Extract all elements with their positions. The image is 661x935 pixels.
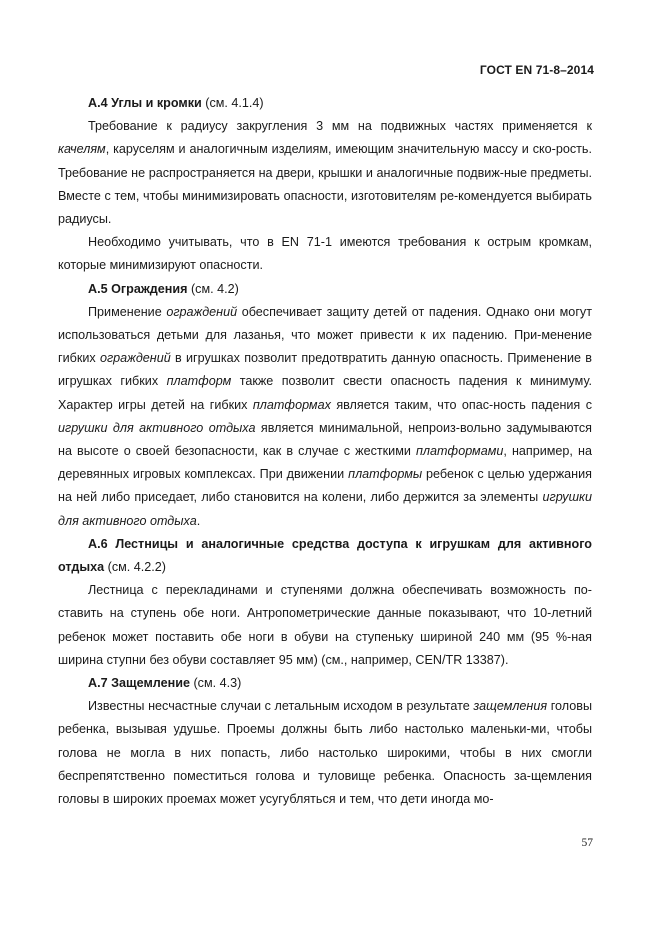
section-heading-text: А.7 Защемление xyxy=(88,676,190,691)
text-run: также позволит свести опасность падения к минимуму. Характер игры детей на гибких xyxy=(58,374,592,412)
text-run: обеспечивает защиту детей от падения. Однако они могут использоваться детьми для лазанья, что может привести к их падению. При-менение гибких xyxy=(58,304,592,366)
page-number: 57 xyxy=(581,837,593,849)
italic-term: платформах xyxy=(252,397,331,412)
text-run: является минимальной, непроиз-вольно задумываются на высоте о своей безопасности, как в случае с жесткими xyxy=(58,420,592,459)
document-body xyxy=(58,92,592,811)
italic-term: ограждений xyxy=(166,304,238,319)
section-a7-heading xyxy=(58,672,592,695)
section-heading-text: А.5 Ограждения xyxy=(88,281,188,296)
section-heading-text: А.6 Лестницы и аналогичные средства доступа к игрушкам для активного отдыха xyxy=(58,536,592,575)
italic-term: платформами xyxy=(416,444,504,459)
italic-term: ограждений xyxy=(99,351,171,366)
document-standard-code: ГОСТ EN 71-8–2014 xyxy=(479,63,594,77)
section-reference: (см. 4.3) xyxy=(189,676,242,691)
text-run: является таким, что опас-ность падения с xyxy=(330,397,592,412)
section-a4-paragraph-1 xyxy=(58,115,592,231)
section-a5-paragraph-1 xyxy=(58,301,592,533)
italic-term: платформы xyxy=(348,467,423,482)
section-reference: (см. 4.2) xyxy=(187,281,239,296)
text-run: головы ребенка, вызывая удушье. Проемы должны быть либо настолько маленьки-ми, чтобы голова не могла в них попасть, либо настолько широкими, чтобы в них смогли беспрепятственно поместиться голова и туловище ребенка. Опасность за-щемления головы в широких проемах может усугубляться и тем, что дети иногда мо- xyxy=(58,699,592,807)
text-run: в игрушках позволит предотвратить данную опасность. Применение в игрушках гибких xyxy=(58,351,592,389)
section-a4-paragraph-2: Необходимо учитывать, что в EN 71-1 имеются требования к острым кромкам, которые минимизируют опасности. xyxy=(58,235,592,273)
section-a6-paragraph-1: Лестница с перекладинами и ступенями должна обеспечивать возможность по-ставить на ступень обе ноги. Антропометрические данные показывают, что 10-летний ребенок может поставить обе ноги в обуви на ступеньку шириной 240 мм (95 %-ная ширина ступни без обуви составляет 95 мм) (см., например, CEN/TR 13387). xyxy=(58,583,592,667)
section-heading-text: А.4 Углы и кромки xyxy=(88,96,202,110)
text-run: ребенок с целью удержания на ней либо приседает, либо становится на колени, либо держится за элементы xyxy=(58,467,592,505)
text-run: Требование к радиусу закругления 3 мм на подвижных частях применяется к xyxy=(88,119,592,134)
italic-term: качелям xyxy=(58,142,106,157)
text-run: , каруселям и аналогичным изделиям, имеющим значительную массу и ско-рость. Требование не распространяется на двери, крышки и аналогичные подвиж-ные предметы. Вместе с тем, чтобы минимизировать опасности, изготовителям ре-комендуется выбирать радиусы. xyxy=(58,142,592,227)
section-reference: (см. 4.2.2) xyxy=(104,560,166,575)
italic-term: игрушки для активного отдыха xyxy=(58,420,256,435)
text-run: Применение xyxy=(88,304,167,319)
section-a7-paragraph-1 xyxy=(58,695,592,811)
text-run: . xyxy=(196,513,201,528)
section-a4-heading xyxy=(58,92,592,115)
text-run: Известны несчастные случаи с летальным исходом в результате xyxy=(88,699,474,714)
italic-term: платформ xyxy=(166,374,232,389)
section-a6-heading xyxy=(58,533,592,579)
section-reference: (см. 4.1.4) xyxy=(201,96,264,110)
italic-term: защемления xyxy=(473,699,548,714)
italic-term: игрушки для активного отдыха xyxy=(58,490,592,528)
text-run: , например, на деревянных игровых комплексах. При движении xyxy=(58,444,592,482)
section-a5-heading xyxy=(58,278,592,301)
